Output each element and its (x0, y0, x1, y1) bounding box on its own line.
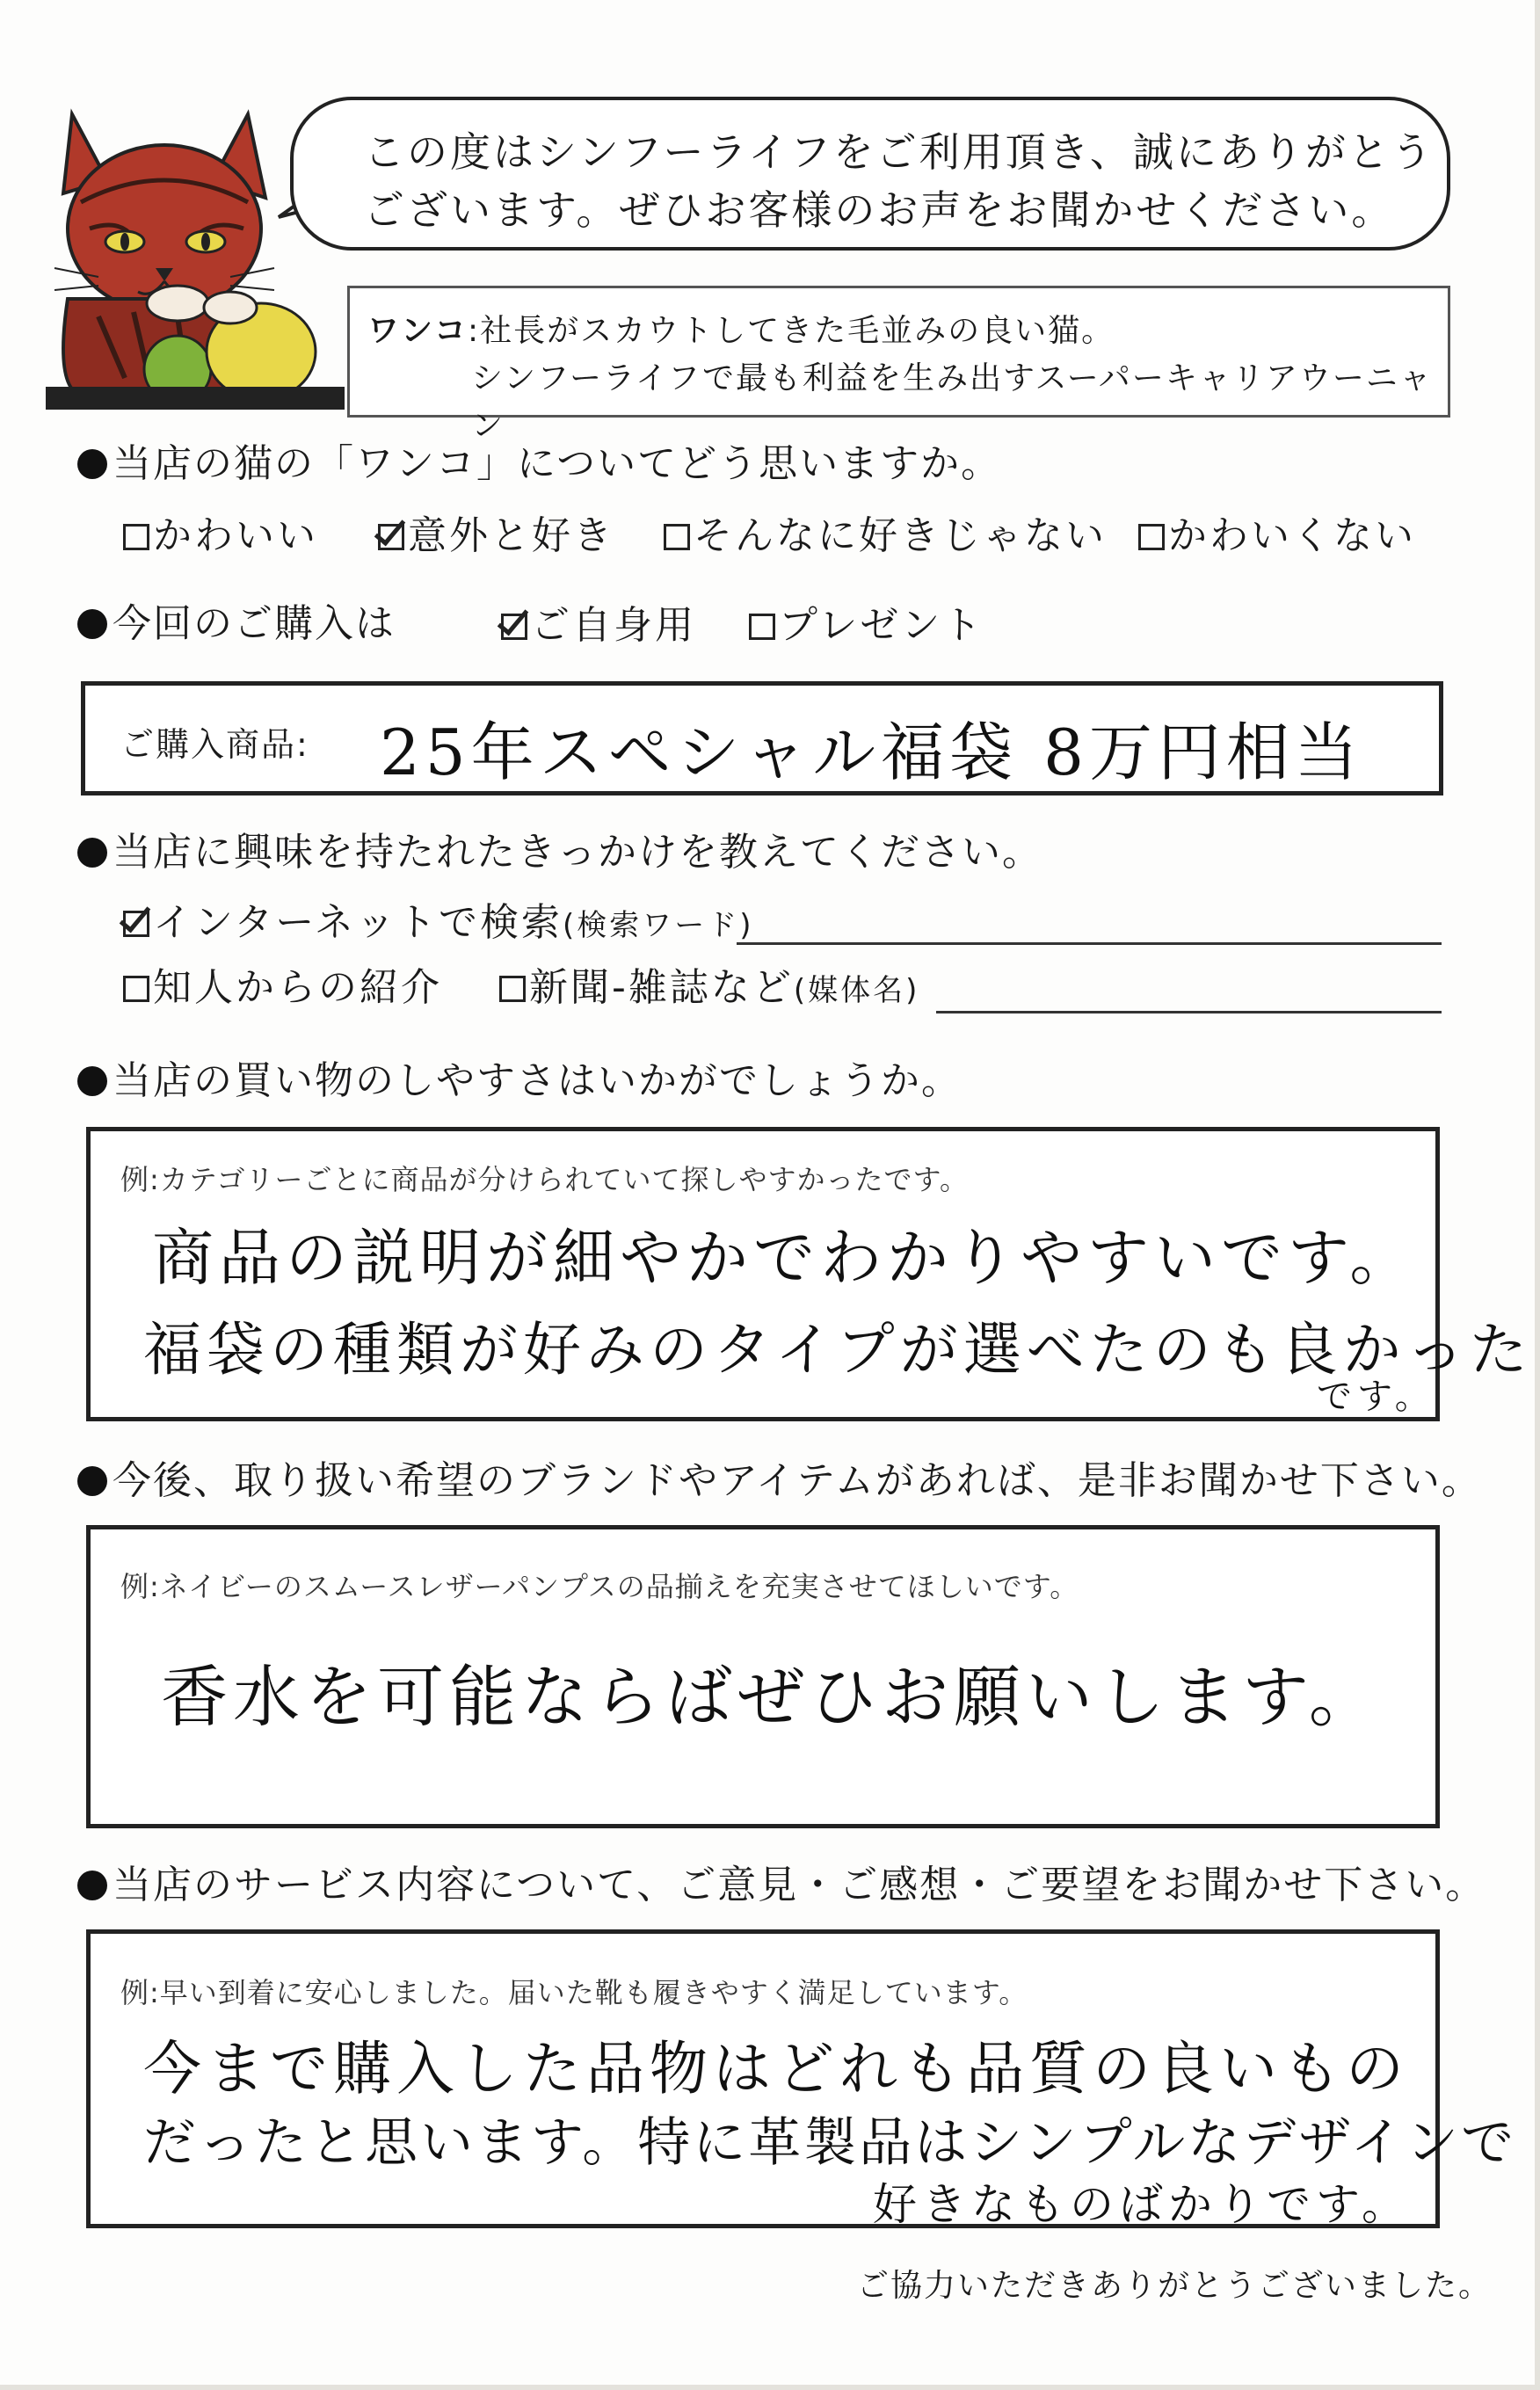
bullet-icon (77, 1066, 107, 1096)
option-self-use[interactable]: ご自身用 (501, 599, 696, 652)
greeting-line-2: ございます。ぜひお客様のお声をお聞かせください。 (364, 186, 1395, 234)
option-newspaper-magazine[interactable]: 新聞-雑誌など(媒体名) (499, 962, 919, 1017)
checkbox-icon[interactable] (123, 976, 149, 1002)
bullet-icon (77, 609, 107, 639)
service-feedback-answer-line-2: だったと思います。特に革製品はシンプルなデザインで (143, 2112, 1517, 2174)
question-desired-brands: 今後、取り扱い希望のブランドやアイテムがあれば、是非お聞かせ下さい。 (77, 1455, 1482, 1507)
checked-checkbox-icon[interactable] (123, 911, 149, 937)
option-internet-search[interactable]: インターネットで検索(検索ワード) (123, 897, 754, 952)
bullet-icon (77, 838, 107, 868)
question-how-found-us: 当店に興味を持たれたきっかけを教えてください。 (77, 826, 1042, 879)
ease-of-shopping-answer-line-1: 商品の説明が細やかでわかりやすいです。 (152, 1222, 1417, 1294)
bullet-icon (77, 1466, 107, 1496)
option-referral[interactable]: 知人からの紹介 (123, 962, 442, 1014)
checkbox-icon[interactable] (1138, 524, 1165, 550)
mascot-description-line-2: シンフーライフで最も利益を生み出すスーパーキャリアウーニャン (471, 360, 1433, 444)
service-feedback-example: 例:早い到着に安心しました。届いた靴も履きやすく満足しています。 (120, 1976, 1028, 2009)
option-kawaikunai[interactable]: かわいくない (1138, 510, 1416, 563)
mascot-name: ワンコ (367, 313, 469, 349)
thank-you-note: ご協力いただきありがとうございました。 (857, 2268, 1493, 2304)
desired-brands-example: 例:ネイビーのスムースレザーパンプスの品揃えを充実させてほしいです。 (120, 1570, 1079, 1603)
checked-checkbox-icon[interactable] (501, 614, 527, 640)
option-present[interactable]: プレゼント (749, 599, 984, 652)
question-service-feedback: 当店のサービス内容について、ご意見・ご感想・ご要望をお聞かせ下さい。 (77, 1859, 1486, 1912)
checked-checkbox-icon[interactable] (378, 524, 404, 550)
search-keyword-line[interactable] (737, 942, 1442, 945)
ease-of-shopping-answer-line-3: です。 (1317, 1377, 1435, 1417)
purchased-product-field[interactable] (81, 681, 1443, 795)
option-sonnani-suki-janai[interactable]: そんなに好きじゃない (664, 510, 1107, 563)
greeting-speech-bubble (290, 97, 1450, 251)
option-kawaii[interactable]: かわいい (123, 510, 318, 563)
greeting-line-1: この度はシンフーライフをご利用頂き、誠にありがとう (364, 128, 1435, 176)
bullet-icon (77, 449, 107, 479)
checkbox-icon[interactable] (749, 614, 775, 640)
checkbox-icon[interactable] (123, 524, 149, 550)
desired-brands-answer-box[interactable] (86, 1525, 1440, 1828)
ease-of-shopping-example: 例:カテゴリーごとに商品が分けられていて探しやすかったです。 (120, 1163, 969, 1196)
checkbox-icon[interactable] (499, 976, 526, 1002)
question-purchase-purpose: 今回のご購入は (77, 598, 396, 650)
question-ease-of-shopping: 当店の買い物のしやすさはいかがでしょうか。 (77, 1055, 962, 1108)
purchased-product-value: 25年スペシャル福袋 8万円相当 (380, 716, 1363, 789)
service-feedback-answer-box[interactable] (86, 1929, 1517, 2230)
ease-of-shopping-answer-line-2: 福袋の種類が好みのタイプが選べたのも良かった (143, 1316, 1533, 1384)
option-igai-to-suki[interactable]: 意外と好き (378, 510, 614, 563)
bullet-icon (77, 1871, 107, 1900)
ease-of-shopping-answer-box[interactable] (86, 1127, 1533, 1421)
mascot-description-line-1: :社長がスカウトしてきた毛並みの良い猫。 (468, 313, 1115, 349)
question-mascot-opinion: 当店の猫の「ワンコ」についてどう思いますか。 (77, 438, 1001, 490)
desired-brands-answer-line-1: 香水を可能ならばぜひお願いします。 (161, 1658, 1381, 1736)
mascot-intro-box (347, 286, 1450, 444)
media-name-line[interactable] (936, 1011, 1442, 1013)
service-feedback-answer-line-1: 今まで購入した品物はどれも品質の良いもの (143, 2035, 1409, 2103)
purchased-product-label: ご購入商品: (120, 725, 309, 764)
service-feedback-answer-line-3: 好きなものばかりです。 (873, 2179, 1411, 2230)
cat-ground-bar (46, 387, 345, 410)
checkbox-icon[interactable] (664, 524, 690, 550)
